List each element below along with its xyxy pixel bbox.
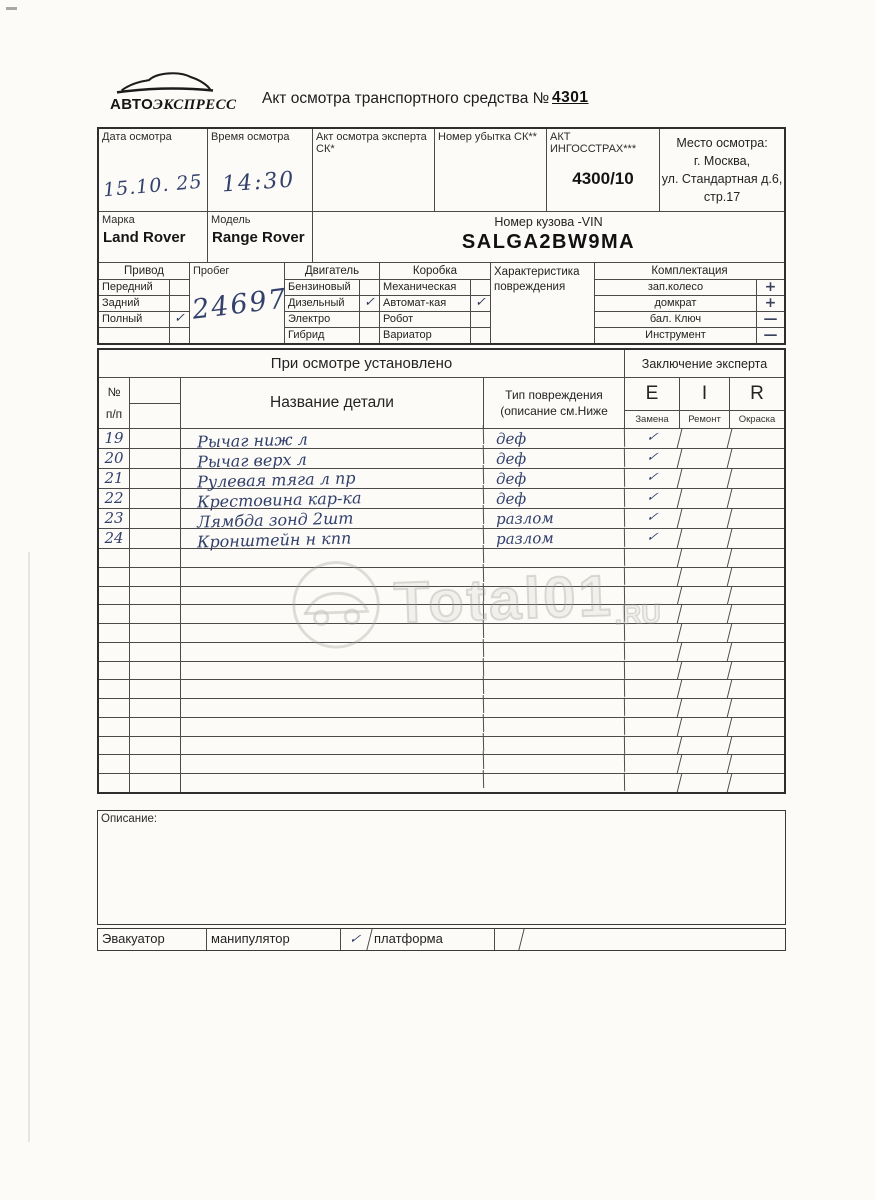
- row-paint-checkbox: [728, 489, 787, 508]
- row-part-name: Рычаг ниж л: [181, 425, 484, 452]
- inspection-group-header: [99, 350, 784, 378]
- mileage-label: Пробег: [193, 265, 230, 277]
- engine-petrol-checkbox: [359, 280, 379, 295]
- row-sub-cell: [130, 643, 181, 661]
- watermark-text: Total01: [392, 562, 615, 636]
- place-line2: ул. Стандартная д.6,: [661, 172, 783, 186]
- drive-option-front: Передний: [99, 280, 189, 296]
- row-number: [99, 587, 130, 605]
- date-cell: [99, 129, 208, 211]
- model-label: Модель: [211, 214, 251, 226]
- gearbox-cvt-checkbox: [470, 328, 490, 343]
- row-damage-type: [484, 773, 625, 793]
- row-damage-type: деф: [484, 468, 625, 489]
- engine-option-diesel: Дизельный ✓: [285, 296, 379, 312]
- row-damage-type: [484, 604, 625, 624]
- row-number: [99, 718, 130, 736]
- row-part-name: Лямбда зонд 2шт: [181, 505, 484, 532]
- row-paint-checkbox: [728, 469, 787, 488]
- drive-rear-checkbox: [169, 296, 189, 311]
- row-repair-checkbox: [678, 568, 732, 586]
- expert-act-cell: [313, 129, 435, 211]
- column-i-repair-header: I Ремонт: [680, 378, 730, 428]
- info-table: [97, 127, 786, 345]
- drive-full-checkbox: ✓: [169, 312, 189, 327]
- group-header-found: При осмотре установлено: [99, 350, 625, 377]
- equipment-jack: домкрат +: [595, 296, 784, 312]
- row-paint-checkbox: [728, 755, 786, 773]
- scan-artifact-line: [28, 552, 30, 1142]
- row-replace-checkbox: [623, 643, 682, 661]
- time-label: Время осмотра: [211, 131, 290, 143]
- tow-empty-cell: [522, 929, 785, 950]
- row-paint-checkbox: [728, 587, 786, 605]
- row-number: 24: [99, 529, 130, 548]
- table-row: [99, 774, 784, 792]
- gearbox-option-robot: Робот: [380, 312, 490, 328]
- row-part-name: Крестовина кар-ка: [181, 485, 484, 512]
- row-damage-type: [484, 698, 625, 718]
- row-replace-checkbox: [623, 737, 682, 755]
- row-sub-cell: [130, 680, 181, 698]
- row-sub-cell: [130, 774, 181, 792]
- row-repair-checkbox: [678, 469, 733, 488]
- row-repair-checkbox: [678, 699, 732, 717]
- row-replace-checkbox: [623, 549, 682, 567]
- ingosstrah-act-cell: [547, 129, 660, 211]
- row-paint-checkbox: [728, 680, 786, 698]
- vin-cell: [313, 212, 784, 262]
- row-sub-cell: [130, 568, 181, 586]
- row-repair-checkbox: [678, 662, 732, 680]
- row-paint-checkbox: [728, 449, 787, 468]
- row-repair-checkbox: [678, 449, 733, 468]
- gearbox-title: Коробка: [380, 263, 490, 280]
- row-damage-type: [484, 585, 625, 605]
- row-number: [99, 774, 130, 792]
- equipment-tools-mark: —: [756, 328, 784, 343]
- drive-option-rear: Задний: [99, 296, 189, 312]
- damage-characteristic-line1: Характеристика: [494, 266, 580, 278]
- row-damage-type: [484, 623, 625, 643]
- drive-title: Привод: [99, 263, 189, 280]
- gearbox-robot-checkbox: [470, 312, 490, 327]
- row-replace-checkbox: [623, 699, 682, 717]
- row-number: [99, 755, 130, 773]
- equipment-jack-mark: +: [756, 296, 784, 311]
- row-paint-checkbox: [728, 737, 786, 755]
- row-sub-cell: [130, 549, 181, 567]
- brand-label: Марка: [102, 214, 135, 226]
- engine-option-hybrid: Гибрид: [285, 328, 379, 343]
- brand-value: Land Rover: [103, 229, 186, 246]
- row-repair-checkbox: [678, 718, 732, 736]
- column-e-replace-header: E Замена: [625, 378, 680, 428]
- place-cell: [660, 129, 784, 211]
- row-replace-checkbox: ✓: [623, 509, 683, 528]
- company-logo: [110, 66, 237, 114]
- expert-act-label: Акт осмотра эксперта СК*: [316, 131, 427, 155]
- loss-number-label: Номер убытка СК**: [438, 131, 537, 143]
- time-cell: [208, 129, 313, 211]
- row-sub-cell: [130, 699, 181, 717]
- brand-cell: [99, 212, 208, 262]
- row-replace-checkbox: ✓: [623, 489, 683, 508]
- vin-value: SALGA2BW9MA: [461, 231, 636, 253]
- row-replace-checkbox: ✓: [623, 449, 683, 468]
- row-sub-cell: [130, 509, 181, 528]
- equipment-spare-wheel-mark: +: [756, 280, 784, 295]
- equipment-title: Комплектация: [595, 263, 784, 280]
- row-sub-cell: [130, 662, 181, 680]
- logo-text-italic: ЭКСПРЕСС: [153, 97, 237, 113]
- row-damage-type: [484, 548, 625, 568]
- tow-manipulator-label: манипулятор: [207, 929, 341, 950]
- inspection-rows: [99, 429, 784, 792]
- car-silhouette-icon: [113, 66, 217, 98]
- gearbox-block: [380, 263, 491, 343]
- row-replace-checkbox: [623, 587, 682, 605]
- info-row-2: [99, 212, 784, 263]
- row-number: [99, 737, 130, 755]
- equipment-wheel-wrench: бал. Ключ —: [595, 312, 784, 328]
- drive-block: [99, 263, 190, 343]
- row-damage-type: деф: [484, 448, 625, 469]
- row-repair-checkbox: [678, 587, 732, 605]
- row-damage-type: деф: [484, 428, 625, 449]
- row-repair-checkbox: [678, 624, 732, 642]
- row-paint-checkbox: [728, 605, 786, 623]
- row-replace-checkbox: [623, 680, 682, 698]
- row-damage-type: деф: [484, 488, 625, 509]
- row-replace-checkbox: [623, 624, 682, 642]
- row-paint-checkbox: [728, 529, 787, 548]
- drive-option-full: Полный ✓: [99, 312, 189, 328]
- engine-block: [285, 263, 380, 343]
- engine-electric-checkbox: [359, 312, 379, 327]
- row-repair-checkbox: [678, 489, 733, 508]
- row-damage-type: [484, 679, 625, 699]
- date-label: Дата осмотра: [102, 131, 172, 143]
- gearbox-option-cvt: Вариатор: [380, 328, 490, 343]
- model-cell: [208, 212, 313, 262]
- row-damage-type: [484, 717, 625, 737]
- description-label: Описание:: [101, 813, 158, 825]
- ingosstrah-act-label: АКТ ИНГОССТРАХ***: [550, 131, 637, 155]
- inspection-table: [97, 348, 786, 794]
- row-number: 22: [99, 489, 130, 508]
- place-label: Место осмотра:: [676, 135, 768, 150]
- row-repair-checkbox: [678, 737, 732, 755]
- gearbox-manual-checkbox: [470, 280, 490, 295]
- row-paint-checkbox: [728, 699, 786, 717]
- column-damage-header: Тип повреждения (описание см.Ниже: [484, 378, 625, 428]
- row-sub-cell: [130, 737, 181, 755]
- equipment-spare-wheel: зап.колесо +: [595, 280, 784, 296]
- tow-evacuator-label: Эвакуатор: [98, 929, 207, 950]
- row-damage-type: разлом: [484, 508, 625, 529]
- row-number: [99, 568, 130, 586]
- mileage-value-handwritten: 24697: [190, 283, 290, 326]
- row-number: [99, 549, 130, 567]
- row-number: 19: [99, 429, 130, 448]
- column-sub-header: [130, 378, 181, 428]
- model-value: Range Rover: [212, 229, 305, 246]
- vin-label: Номер кузова -VIN: [494, 215, 603, 229]
- row-sub-cell: [130, 489, 181, 508]
- row-sub-cell: [130, 718, 181, 736]
- row-replace-checkbox: ✓: [623, 529, 683, 548]
- row-replace-checkbox: ✓: [623, 429, 683, 448]
- info-row-1: [99, 129, 784, 212]
- row-sub-cell: [130, 587, 181, 605]
- row-damage-type: [484, 754, 625, 774]
- engine-title: Двигатель: [285, 263, 379, 280]
- column-part-header: Название детали: [181, 378, 484, 428]
- ingosstrah-act-value: 4300/10: [572, 169, 634, 188]
- row-sub-cell: [130, 755, 181, 773]
- row-repair-checkbox: [678, 643, 732, 661]
- row-repair-checkbox: [678, 680, 732, 698]
- row-repair-checkbox: [678, 549, 732, 567]
- row-damage-type: [484, 642, 625, 662]
- gearbox-option-automatic: Автомат-кая ✓: [380, 296, 490, 312]
- row-number: 21: [99, 469, 130, 488]
- row-paint-checkbox: [728, 662, 786, 680]
- tow-platform-checkbox: [492, 929, 524, 950]
- row-part-name: Рулевая тяга л пр: [181, 465, 484, 492]
- row-replace-checkbox: ✓: [623, 469, 683, 488]
- engine-diesel-checkbox: ✓: [359, 296, 379, 311]
- engine-option-petrol: Бензиновый: [285, 280, 379, 296]
- row-number: [99, 662, 130, 680]
- row-repair-checkbox: [678, 605, 732, 623]
- row-part-name: Кронштейн н кпп: [181, 525, 484, 552]
- date-value-handwritten: 15.10. 25: [102, 170, 204, 202]
- row-damage-type: [484, 567, 625, 587]
- row-replace-checkbox: [623, 662, 682, 680]
- row-damage-type: разлом: [484, 528, 625, 549]
- row-number: [99, 643, 130, 661]
- row-paint-checkbox: [728, 568, 786, 586]
- row-paint-checkbox: [728, 643, 786, 661]
- row-repair-checkbox: [678, 529, 733, 548]
- row-part-name: Рычаг верх л: [181, 445, 484, 472]
- row-paint-checkbox: [728, 718, 786, 736]
- drive-front-checkbox: [169, 280, 189, 295]
- row-replace-checkbox: [623, 755, 682, 773]
- row-replace-checkbox: [623, 774, 682, 792]
- row-paint-checkbox: [728, 549, 786, 567]
- row-sub-cell: [130, 529, 181, 548]
- loss-number-cell: [435, 129, 547, 211]
- equipment-tools: Инструмент —: [595, 328, 784, 343]
- drive-option-empty: [99, 328, 189, 343]
- tow-manipulator-checkbox: ✓: [338, 929, 372, 950]
- row-replace-checkbox: [623, 718, 682, 736]
- row-repair-checkbox: [678, 509, 733, 528]
- row-damage-type: [484, 735, 625, 755]
- scan-artifact-speck: [6, 7, 17, 10]
- engine-hybrid-checkbox: [359, 328, 379, 343]
- logo-text-bold: АВТО: [110, 96, 154, 113]
- logo-text: [110, 96, 237, 114]
- act-number: 4301: [552, 89, 589, 106]
- place-line3: стр.17: [703, 190, 741, 205]
- row-paint-checkbox: [728, 429, 787, 448]
- group-header-expert-conclusion: Заключение эксперта: [641, 356, 768, 371]
- row-sub-cell: [130, 605, 181, 623]
- row-paint-checkbox: [728, 774, 786, 792]
- engine-option-electric: Электро: [285, 312, 379, 328]
- inspection-column-headers: [99, 378, 784, 429]
- row-sub-cell: [130, 624, 181, 642]
- row-number: [99, 624, 130, 642]
- row-sub-cell: [130, 449, 181, 468]
- document-title: Акт осмотра транспортного средства №: [262, 90, 550, 107]
- row-repair-checkbox: [678, 755, 732, 773]
- row-repair-checkbox: [678, 774, 732, 792]
- row-number: [99, 699, 130, 717]
- column-number-header: № п/п: [99, 378, 130, 428]
- tow-platform-label: платформа: [370, 929, 495, 950]
- damage-characteristic-cell: [491, 263, 595, 343]
- column-r-paint-header: R Окраска: [730, 378, 784, 428]
- equipment-block: [595, 263, 784, 343]
- watermark-suffix: .RU: [613, 598, 662, 631]
- row-number: [99, 605, 130, 623]
- tow-row: [97, 928, 786, 951]
- row-sub-cell: [130, 429, 181, 448]
- gearbox-automatic-checkbox: ✓: [470, 296, 490, 311]
- row-paint-checkbox: [728, 624, 786, 642]
- equipment-wheel-wrench-mark: —: [756, 312, 784, 327]
- row-replace-checkbox: [623, 605, 682, 623]
- row-number: [99, 680, 130, 698]
- row-damage-type: [484, 660, 625, 680]
- mileage-cell: [190, 263, 290, 343]
- info-row-3: [99, 263, 784, 343]
- row-paint-checkbox: [728, 509, 787, 528]
- gearbox-option-manual: Механическая: [380, 280, 490, 296]
- row-number: 20: [99, 449, 130, 468]
- place-line1: г. Москва,: [693, 153, 751, 168]
- row-replace-checkbox: [623, 568, 682, 586]
- row-number: 23: [99, 509, 130, 528]
- description-box: [97, 810, 786, 925]
- row-repair-checkbox: [678, 429, 733, 448]
- damage-characteristic-line2: повреждения: [494, 280, 566, 293]
- time-value-handwritten: 14:30: [221, 167, 297, 198]
- row-sub-cell: [130, 469, 181, 488]
